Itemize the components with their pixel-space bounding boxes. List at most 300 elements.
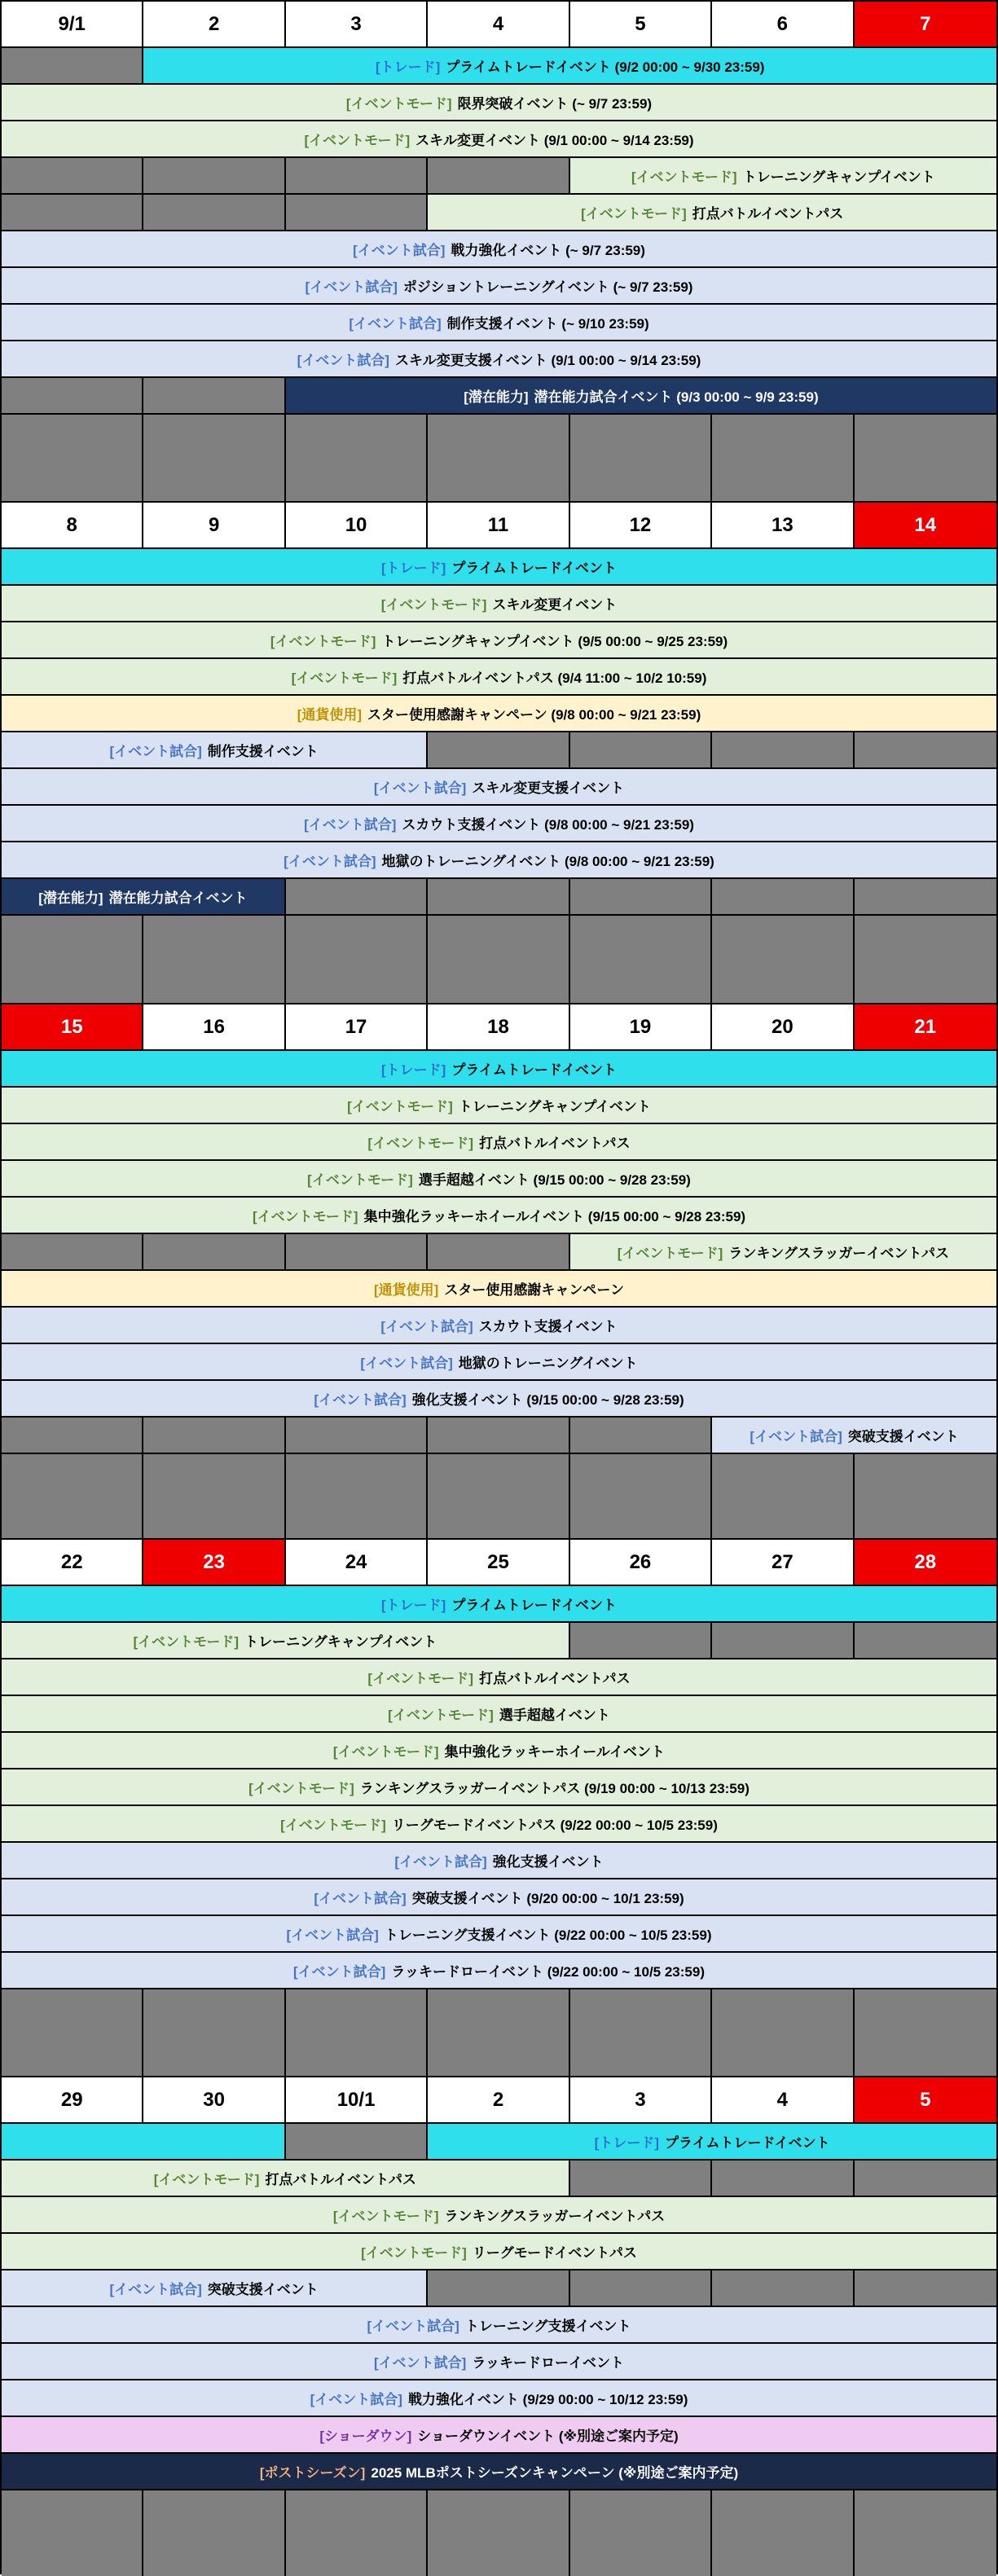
event-title: トレーニング支援イベント (9/22 00:00 ~ 10/5 23:59) — [384, 1928, 712, 1943]
empty-day-cell — [2, 916, 143, 1003]
empty-day-cell — [143, 916, 285, 1003]
empty-day-cell — [286, 415, 428, 501]
filler-row — [2, 916, 996, 1004]
event-title: 選手超越イベント — [499, 1708, 610, 1723]
empty-day-cell — [712, 2161, 854, 2196]
event-category-label: [トレード] — [594, 2135, 659, 2151]
week-4 — [2, 1540, 996, 2077]
event-bar-match — [2, 2270, 428, 2306]
event-bar-mode — [2, 1769, 996, 1805]
event-row — [2, 1733, 996, 1769]
date-row — [2, 2, 996, 48]
event-category-label: [潜在能力] — [464, 389, 529, 405]
empty-day-cell — [286, 916, 428, 1003]
event-bar-currency — [2, 1271, 996, 1306]
event-row — [2, 586, 996, 622]
event-row — [2, 1916, 996, 1953]
empty-day-cell — [570, 2490, 712, 2576]
event-category-label: [イベント試合] — [109, 2282, 202, 2297]
event-bar-trade — [2, 549, 996, 584]
event-row — [2, 696, 996, 732]
event-title: ランキングスラッガーイベントパス — [728, 1246, 949, 1261]
event-bar-match — [2, 305, 996, 340]
empty-day-cell — [428, 732, 569, 767]
empty-day-cell — [286, 1234, 428, 1269]
event-row — [2, 806, 996, 842]
date-cell-holiday: 14 — [855, 503, 996, 547]
event-category-label: [イベントモード] — [133, 1634, 240, 1650]
event-category-label: [トレード] — [375, 59, 441, 75]
event-row — [2, 1308, 996, 1344]
event-row — [2, 2124, 996, 2161]
empty-day-cell — [428, 2270, 569, 2306]
empty-day-cell — [2, 378, 143, 413]
date-row — [2, 1004, 996, 1051]
event-bar-currency — [2, 696, 996, 731]
event-bar-match — [2, 1916, 996, 1951]
event-title: 突破支援イベント — [847, 1429, 959, 1444]
event-category-label: [イベント試合] — [297, 353, 389, 368]
event-category-label: [イベント試合] — [314, 1392, 407, 1408]
empty-day-cell — [143, 1454, 285, 1538]
event-row — [2, 1418, 996, 1454]
event-category-label: [イベントモード] — [248, 1781, 354, 1796]
event-category-label: [イベント試合] — [367, 2319, 459, 2334]
empty-day-cell — [570, 415, 712, 501]
event-title: トレーニングキャンプイベント — [244, 1634, 437, 1650]
empty-day-cell — [143, 1989, 285, 2076]
event-bar-trade — [428, 2124, 996, 2159]
event-category-label: [イベント試合] — [293, 1964, 386, 1980]
event-bar-match — [2, 2344, 996, 2379]
date-cell: 18 — [428, 1004, 569, 1049]
event-category-label: [イベントモード] — [280, 1818, 386, 1833]
event-category-label: [イベント試合] — [353, 243, 446, 258]
event-category-label: [イベントモード] — [153, 2172, 260, 2187]
event-category-label: [イベントモード] — [367, 1671, 474, 1686]
date-cell: 2 — [428, 2077, 569, 2122]
event-title: プライムトレードイベント — [451, 1062, 617, 1078]
event-bar-match — [2, 1381, 996, 1416]
event-bar-showdown — [2, 2417, 996, 2452]
event-row — [2, 2380, 996, 2417]
event-bar-mode — [2, 85, 996, 120]
date-cell: 5 — [570, 2, 712, 46]
filler-row — [2, 415, 996, 503]
event-title: 潜在能力試合イベント — [108, 890, 248, 906]
event-title: スキル変更支援イベント (9/1 00:00 ~ 9/14 23:59) — [394, 353, 701, 368]
event-bar-match — [2, 1879, 996, 1914]
event-category-label: [通貨使用] — [374, 1282, 439, 1298]
empty-day-cell — [2, 158, 143, 193]
event-title: 制作支援イベント — [207, 744, 319, 759]
date-cell: 19 — [570, 1004, 712, 1049]
event-category-label: [イベント試合] — [305, 279, 398, 295]
event-category-label: [トレード] — [381, 1598, 446, 1613]
empty-day-cell — [2, 1418, 143, 1453]
event-row — [2, 842, 996, 879]
event-row — [2, 1088, 996, 1124]
event-row — [2, 1198, 996, 1234]
event-row — [2, 879, 996, 916]
event-row — [2, 2454, 996, 2490]
empty-day-cell — [855, 916, 996, 1003]
event-bar-mode — [2, 1696, 996, 1731]
date-cell: 13 — [712, 503, 854, 547]
event-bar-mode — [2, 2161, 570, 2196]
week-2 — [2, 503, 996, 1004]
empty-day-cell — [286, 2490, 428, 2576]
event-bar-match — [2, 769, 996, 804]
event-row — [2, 1586, 996, 1623]
event-title: 打点バトルイベントパス — [479, 1136, 631, 1151]
event-category-label: [イベント試合] — [304, 817, 397, 833]
event-row — [2, 1843, 996, 1879]
empty-day-cell — [143, 415, 285, 501]
empty-day-cell — [712, 2270, 854, 2306]
date-cell: 9/1 — [2, 2, 143, 46]
event-bar-mode — [2, 121, 996, 156]
event-category-label: [イベントモード] — [581, 206, 687, 222]
event-title: 地獄のトレーニングイベント (9/8 00:00 ~ 9/21 23:59) — [381, 854, 714, 869]
event-row — [2, 1124, 996, 1161]
empty-day-cell — [712, 1623, 854, 1658]
empty-day-cell — [570, 916, 712, 1003]
date-cell: 16 — [143, 1004, 285, 1049]
event-bar-match — [2, 2380, 996, 2416]
event-bar-mode — [2, 2197, 996, 2232]
event-row — [2, 1344, 996, 1381]
event-row — [2, 231, 996, 268]
event-title: トレーニング支援イベント — [464, 2319, 631, 2334]
event-bar-mode — [570, 158, 996, 193]
event-bar-match — [2, 1953, 996, 1988]
event-category-label: [イベントモード] — [631, 169, 737, 185]
event-category-label: [イベント試合] — [349, 316, 442, 332]
event-title: 地獄のトレーニングイベント — [458, 1356, 638, 1371]
empty-day-cell — [2, 1454, 143, 1538]
event-title: ラッキードローイベント (9/22 00:00 ~ 10/5 23:59) — [391, 1964, 705, 1980]
week-1 — [2, 2, 996, 503]
date-cell: 24 — [286, 1540, 428, 1585]
event-row — [2, 622, 996, 659]
event-bar-mode — [2, 1659, 996, 1695]
event-bar-match — [2, 1308, 996, 1343]
empty-day-cell — [855, 1454, 996, 1538]
event-row — [2, 549, 996, 586]
filler-row — [2, 1989, 996, 2077]
empty-day-cell — [428, 1989, 569, 2076]
empty-day-cell — [712, 2490, 854, 2576]
event-category-label: [イベントモード] — [332, 1744, 439, 1760]
date-cell: 27 — [712, 1540, 854, 1585]
event-category-label: [イベント試合] — [374, 2355, 467, 2371]
empty-day-cell — [2, 1234, 143, 1269]
event-bar-mode — [570, 1234, 996, 1269]
empty-day-cell — [2, 1989, 143, 2076]
event-row — [2, 195, 996, 231]
event-row — [2, 158, 996, 195]
event-category-label: [トレード] — [381, 560, 446, 576]
date-row — [2, 503, 996, 549]
event-title: 突破支援イベント — [207, 2282, 319, 2297]
date-cell: 12 — [570, 503, 712, 547]
event-row — [2, 1696, 996, 1733]
event-title: 突破支援イベント (9/20 00:00 ~ 10/1 23:59) — [411, 1891, 684, 1906]
empty-day-cell — [570, 879, 712, 914]
event-title: スキル変更イベント (9/1 00:00 ~ 9/14 23:59) — [415, 133, 694, 148]
event-title: 制作支援イベント (~ 9/10 23:59) — [446, 316, 649, 332]
empty-day-cell — [712, 415, 854, 501]
event-category-label: [イベントモード] — [617, 1246, 723, 1261]
date-row — [2, 2077, 996, 2124]
event-title: 戦力強化イベント (~ 9/7 23:59) — [451, 243, 645, 258]
event-bar-match — [2, 732, 428, 767]
event-row — [2, 769, 996, 806]
empty-day-cell — [143, 2490, 285, 2576]
event-category-label: [イベントモード] — [388, 1708, 494, 1723]
event-bar-mode — [2, 1623, 570, 1658]
event-row — [2, 2234, 996, 2270]
event-title: トレーニングキャンプイベント — [458, 1099, 651, 1114]
event-category-label: [イベントモード] — [361, 2245, 467, 2261]
event-bar-mode — [2, 1198, 996, 1233]
event-category-label: [イベントモード] — [380, 597, 487, 613]
event-category-label: [イベントモード] — [347, 1099, 453, 1114]
event-row — [2, 1271, 996, 1308]
event-row — [2, 659, 996, 696]
event-title: スキル変更イベント — [492, 597, 618, 613]
event-row — [2, 2270, 996, 2307]
event-row — [2, 1806, 996, 1843]
event-row — [2, 2197, 996, 2234]
event-category-label: [トレード] — [381, 1062, 446, 1078]
event-title: 戦力強化イベント (9/29 00:00 ~ 10/12 23:59) — [407, 2392, 688, 2407]
empty-day-cell — [428, 158, 569, 193]
event-title: リーグモードイベントパス — [472, 2245, 637, 2261]
event-row — [2, 1953, 996, 1989]
filler-row — [2, 2490, 996, 2576]
date-cell: 9 — [143, 503, 285, 547]
empty-day-cell — [2, 2490, 143, 2576]
empty-day-cell — [712, 1989, 854, 2076]
event-title: スター使用感謝キャンペーン — [444, 1282, 624, 1298]
event-category-label: [ショーダウン] — [319, 2429, 412, 2444]
event-bar-mode — [2, 622, 996, 657]
event-row — [2, 1879, 996, 1916]
event-bar-match — [2, 806, 996, 841]
event-bar-match — [2, 341, 996, 376]
event-bar-potential — [2, 879, 286, 914]
event-title: スカウト支援イベント (9/8 00:00 ~ 9/21 23:59) — [402, 817, 694, 833]
event-row — [2, 1659, 996, 1696]
event-bar-trade — [2, 1586, 996, 1621]
event-category-label: [イベント試合] — [314, 1891, 407, 1906]
empty-day-cell — [712, 1454, 854, 1538]
event-bar-match — [712, 1418, 996, 1453]
date-cell: 2 — [143, 2, 285, 46]
date-cell: 29 — [2, 2077, 143, 2122]
event-title: 強化支援イベント — [492, 1854, 604, 1870]
event-title: ランキングスラッガーイベントパス (9/19 00:00 ~ 10/13 23:59) — [359, 1781, 750, 1796]
event-category-label: [イベントモード] — [345, 96, 452, 112]
event-title: 打点バトルイベントパス (9/4 11:00 ~ 10/2 10:59) — [402, 670, 707, 686]
event-category-label: [イベント試合] — [286, 1928, 379, 1943]
event-category-label: [イベントモード] — [307, 1172, 413, 1188]
date-cell: 10 — [286, 503, 428, 547]
event-title: 打点バトルイベントパス — [479, 1671, 631, 1686]
empty-day-cell — [286, 2124, 428, 2159]
event-bar-postseason — [2, 2454, 996, 2489]
event-category-label: [イベントモード] — [367, 1136, 474, 1151]
empty-day-cell — [570, 1454, 712, 1538]
empty-day-cell — [286, 1989, 428, 2076]
date-cell: 3 — [286, 2, 428, 46]
event-row — [2, 2417, 996, 2454]
empty-day-cell — [855, 2161, 996, 2196]
empty-day-cell — [286, 1418, 428, 1453]
event-row — [2, 341, 996, 378]
event-bar-match — [2, 842, 996, 877]
filler-row — [2, 1454, 996, 1540]
event-category-label: [イベントモード] — [252, 1209, 358, 1224]
event-category-label: [イベント試合] — [109, 744, 202, 759]
event-title: 打点バトルイベントパス — [692, 206, 844, 222]
empty-day-cell — [570, 1418, 712, 1453]
date-cell: 26 — [570, 1540, 712, 1585]
event-title: 選手超越イベント (9/15 00:00 ~ 9/28 23:59) — [418, 1172, 691, 1188]
empty-day-cell — [712, 732, 854, 767]
event-row — [2, 85, 996, 121]
date-cell: 25 — [428, 1540, 569, 1585]
empty-day-cell — [143, 378, 285, 413]
empty-day-cell — [570, 2270, 712, 2306]
date-cell: 4 — [428, 2, 569, 46]
event-bar-mode — [2, 1733, 996, 1768]
event-bar-potential — [286, 378, 996, 413]
event-title: 潜在能力試合イベント (9/3 00:00 ~ 9/9 23:59) — [534, 389, 819, 405]
event-bar-match — [2, 2307, 996, 2342]
empty-day-cell — [712, 916, 854, 1003]
week-3 — [2, 1004, 996, 1540]
event-category-label: [イベント試合] — [360, 1356, 453, 1371]
event-title: プライムトレードイベント (9/2 00:00 ~ 9/30 23:59) — [446, 59, 765, 75]
event-bar-mode — [2, 1161, 996, 1196]
event-category-label: [イベント試合] — [373, 780, 467, 796]
event-title: スター使用感謝キャンペーン (9/8 00:00 ~ 9/21 23:59) — [367, 707, 701, 723]
empty-day-cell — [2, 415, 143, 501]
empty-day-cell — [570, 1989, 712, 2076]
empty-day-cell — [428, 415, 569, 501]
event-bar-match — [2, 1344, 996, 1379]
date-cell: 10/1 — [286, 2077, 428, 2122]
event-category-label: [ポストシーズン] — [259, 2465, 366, 2481]
event-category-label: [通貨使用] — [297, 707, 363, 723]
empty-day-cell — [712, 879, 854, 914]
event-title: 2025 MLBポストシーズンキャンペーン (※別途ご案内予定) — [371, 2465, 739, 2481]
empty-day-cell — [143, 158, 285, 193]
event-category-label: [イベントモード] — [291, 670, 398, 686]
event-title: プライムトレードイベント — [451, 560, 617, 576]
empty-day-cell — [570, 2161, 712, 2196]
event-category-label: [イベント試合] — [750, 1429, 842, 1444]
empty-day-cell — [855, 1989, 996, 2076]
event-title: 強化支援イベント (9/15 00:00 ~ 9/28 23:59) — [411, 1392, 684, 1408]
week-5 — [2, 2077, 996, 2576]
empty-day-cell — [286, 879, 428, 914]
event-row — [2, 1623, 996, 1659]
empty-day-cell — [570, 732, 712, 767]
event-category-label: [イベントモード] — [270, 634, 376, 649]
date-cell: 3 — [570, 2077, 712, 2122]
event-bar-mode — [2, 659, 996, 694]
empty-day-cell — [286, 195, 428, 230]
empty-day-cell — [143, 195, 285, 230]
event-bar-match — [2, 1843, 996, 1878]
event-category-label: [イベント試合] — [380, 1319, 473, 1334]
date-cell: 4 — [712, 2077, 854, 2122]
event-row — [2, 1161, 996, 1198]
empty-day-cell — [428, 879, 569, 914]
date-cell: 17 — [286, 1004, 428, 1049]
date-cell-holiday: 23 — [143, 1540, 285, 1585]
event-category-label: [イベント試合] — [394, 1854, 487, 1870]
empty-day-cell — [143, 1234, 285, 1269]
event-title: トレーニングキャンプイベント (9/5 00:00 ~ 9/25 23:59) — [381, 634, 728, 649]
event-row — [2, 732, 996, 769]
empty-day-cell — [428, 916, 569, 1003]
event-bar-trade — [2, 1051, 996, 1086]
event-bar-mode — [2, 1088, 996, 1123]
event-title: 限界突破イベント (~ 9/7 23:59) — [457, 96, 653, 112]
empty-day-cell — [855, 2490, 996, 2576]
empty-day-cell — [855, 2270, 996, 2306]
event-category-label: [潜在能力] — [38, 890, 103, 906]
event-title: ショーダウンイベント (※別途ご案内予定) — [417, 2429, 679, 2444]
empty-day-cell — [286, 158, 428, 193]
event-category-label: [イベント試合] — [310, 2392, 402, 2407]
date-row — [2, 1540, 996, 1586]
date-cell: 11 — [428, 503, 569, 547]
event-row — [2, 2307, 996, 2344]
empty-day-cell — [286, 1454, 428, 1538]
event-bar-mode — [2, 1806, 996, 1841]
date-cell-holiday: 15 — [2, 1004, 143, 1049]
empty-day-cell — [428, 1454, 569, 1538]
event-title: プライムトレードイベント — [664, 2135, 830, 2151]
empty-day-cell — [428, 1234, 569, 1269]
event-row — [2, 378, 996, 415]
event-bar-mode — [2, 2234, 996, 2269]
event-row — [2, 2161, 996, 2197]
event-title: スカウト支援イベント — [478, 1319, 618, 1334]
event-title: 打点バトルイベントパス — [265, 2172, 416, 2187]
date-cell-holiday: 7 — [855, 2, 996, 46]
event-title: ポジショントレーニングイベント (~ 9/7 23:59) — [402, 279, 693, 295]
event-bar-match — [2, 231, 996, 266]
event-title: ランキングスラッガーイベントパス — [444, 2209, 666, 2224]
event-bar-match — [2, 268, 996, 303]
event-title: ラッキードローイベント — [472, 2355, 624, 2371]
event-category-label: [イベントモード] — [304, 133, 411, 148]
event-row — [2, 48, 996, 85]
empty-day-cell — [855, 879, 996, 914]
empty-day-cell — [2, 48, 143, 83]
empty-day-cell — [2, 195, 143, 230]
empty-day-cell — [855, 732, 996, 767]
date-cell: 22 — [2, 1540, 143, 1585]
event-category-label: [イベント試合] — [284, 854, 376, 869]
